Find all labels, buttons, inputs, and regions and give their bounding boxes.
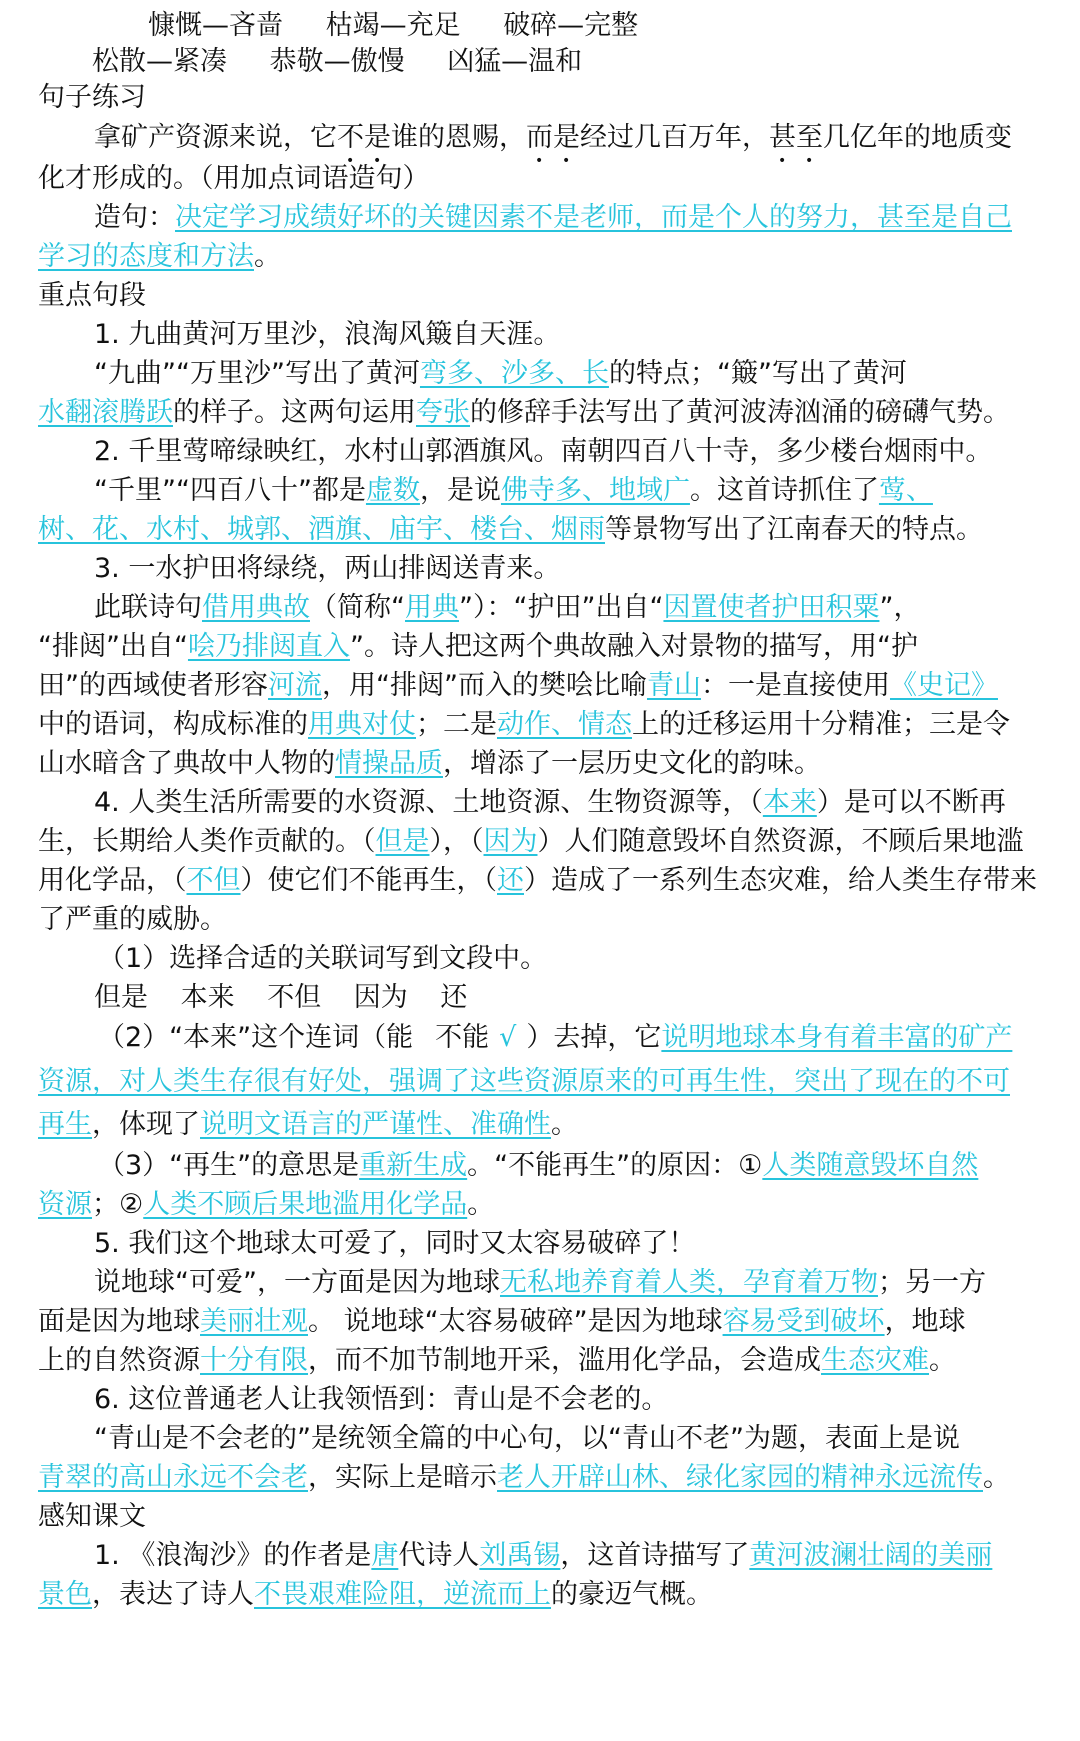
passage-line [38,861,1050,900]
text: 的修辞手法写出了黄河波涛汹涌的磅礴气势。 [470,397,1010,428]
text: ，增添了一层历史文化的韵味。 [443,748,821,779]
text: 说地球“可爱”，一方面是因为地球 [94,1267,500,1298]
answer: 决定学习成绩好坏的关键因素不是老师，而是个人的努力，甚至是自己 [175,202,1012,233]
answer: 说明地球本身有着丰富的矿产 [661,1022,1013,1053]
text: ；② [92,1189,144,1220]
passage-line [38,627,1050,666]
passage-line: “青山是不会老的”是统领全篇的中心句，以“青山不老”为题，表面上是说 [94,1423,960,1454]
passage-line [38,783,1050,822]
option: 本来 [180,982,235,1013]
text: 山水暗含了典故中人物的 [38,748,335,779]
answer: 因为 [483,826,538,857]
question-line [38,117,1050,159]
text: ，体现了 [92,1109,200,1140]
dotted-word: 而是 [526,122,580,153]
answer: 青翠的高山永远不会老 [38,1462,308,1493]
text: 此联诗句 [94,592,202,623]
dotted-word: 不是 [337,122,391,153]
answer: 不但 [186,865,241,896]
answer-line [38,1104,1050,1146]
passage-line: 6. 这位普通老人让我领悟到：青山是不会老的。 [94,1384,669,1415]
text: ，实际上是暗示 [308,1462,497,1493]
text: “九曲”“万里沙”写出了黄河 [94,358,420,389]
answer-line [38,1185,1050,1224]
question-line [38,1017,1050,1059]
passage-line [38,705,1050,744]
passage-line: 5. 我们这个地球太可爱了，同时又太容易破碎了！ [94,1228,696,1259]
text: 几亿年的地质变 [823,122,1012,153]
answer: 资源 [38,1189,92,1220]
answer: 学习的态度和方法 [38,241,254,272]
text: 上的自然资源 [38,1345,200,1376]
passage-line [38,1575,1050,1614]
antonym-row [92,6,638,45]
answer-line [38,1059,1050,1104]
text: ，用“排闼”而入的樊哙比喻 [322,670,647,701]
answer: 《史记》 [889,670,998,701]
section-heading: 句子练习 [38,82,146,113]
text: ）使它们不能再生，（ [240,865,497,896]
text: 代诗人 [398,1540,480,1571]
option: 但是 [94,982,148,1013]
passage-line [38,471,1050,510]
text: 不能 [435,1022,490,1053]
passage-line [38,1302,1050,1341]
text: ），（ [429,826,484,857]
text: 。 [983,1462,1010,1493]
text: “千里”“四百八十”都是 [94,475,366,506]
answer: 还 [497,865,524,896]
antonym-pair: 慷慨—吝啬 [148,10,283,41]
answer: 不畏艰难险阻，逆流而上 [254,1579,551,1610]
passage-line: 3. 一水护田将绿绕，两山排闼送青来。 [94,553,561,584]
answer: 再生 [38,1109,92,1140]
passage-line [38,744,1050,783]
antonym-row [92,42,582,81]
text: 1. 《浪淘沙》的作者是 [94,1540,372,1571]
answer: 夸张 [416,397,470,428]
antonym-pair: 枯竭—充足 [325,10,461,41]
answer: 黄河波澜壮阔的美丽 [749,1540,993,1571]
answer: 树、花、水村、城郭、酒旗、庙宇、楼台、烟雨 [38,514,605,545]
text: 用化学品，（ [38,865,187,896]
answer: 重新生成 [359,1150,468,1181]
text: 田”的西域使者形容 [38,670,268,701]
text: 。“不能再生”的原因：① [467,1150,763,1181]
text: 。 [929,1345,956,1376]
text: 。 [467,1189,495,1220]
text: “排闼”出自“ [38,631,188,662]
answer: 用典对仗 [308,709,416,740]
answer: 容易受到破坏 [722,1306,885,1337]
text: 等景物写出了江南春天的特点。 [605,514,983,545]
answer: 说明文语言的严谨性、准确性 [200,1109,551,1140]
text: 的豪迈气概。 [551,1579,713,1610]
passage-line [38,588,1050,627]
antonym-pair: 凶猛—温和 [447,46,583,77]
answer: 美丽壮观 [200,1306,308,1337]
antonym-pair: 松散—紧凑 [92,46,227,77]
text: ，是说 [419,475,501,506]
text: 中的语词，构成标准的 [38,709,308,740]
text: ）去掉，它 [526,1022,662,1053]
body-text [38,78,1050,1614]
text: ；另一方 [877,1267,986,1298]
passage-line [38,1536,1050,1575]
answer: 但是 [375,826,430,857]
text: （2）“本来”这个连词（能 [98,1022,414,1053]
answer: 情操品质 [335,748,443,779]
question-line: （1）选择合适的关联词写到文段中。 [98,943,548,974]
text: ，这首诗描写了 [560,1540,750,1571]
answer: 景色 [38,1579,92,1610]
label: 造句： [94,202,175,233]
text: ”。诗人把这两个典故融入对景物的描写，用“护 [349,631,918,662]
passage-line: 1. 九曲黄河万里沙，浪淘风簸自天涯。 [94,319,561,350]
answer: 因置使者护田积粟 [663,592,880,623]
text: 。 [254,241,281,272]
answer: 佛寺多、地域广 [500,475,690,506]
answer: 本来 [762,787,817,818]
passage-line [38,666,1050,705]
text: ）是可以不断再 [816,787,1006,818]
answer: 弯多、沙多、长 [419,358,609,389]
answer: 人类不顾后果地滥用化学品 [143,1189,468,1220]
answer: 老人开辟山林、绿化家园的精神永远流传 [497,1462,983,1493]
text: ”）：“护田”出自“ [459,592,664,623]
answer: 河流 [268,670,322,701]
text: ”， [879,592,921,623]
text: ）造成了一系列生态灾难，给人类生存带来 [524,865,1037,896]
text: 。 说地球“太容易破碎”是因为地球 [308,1306,723,1337]
answer: 水翻滚腾跃 [38,397,173,428]
answer: 生态灾难 [821,1345,929,1376]
answer: 人类随意毁坏自然 [762,1150,979,1181]
option: 因为 [353,982,408,1013]
text: 面是因为地球 [38,1306,200,1337]
text: ，而不加节制地开采，滥用化学品，会造成 [308,1345,821,1376]
answer-line [38,237,1050,276]
passage-line [38,1341,1050,1380]
question-line [38,1146,1050,1185]
text: 谁的恩赐， [391,122,526,153]
answer: 唐 [371,1540,399,1571]
text: （3）“再生”的意思是 [98,1150,360,1181]
answer: 十分有限 [200,1345,308,1376]
answer: 虚数 [365,475,420,506]
text: ）人们随意毁坏自然资源，不顾后果地滥 [537,826,1024,857]
text: ，表达了诗人 [92,1579,254,1610]
question-line: 化才形成的。（用加点词语造句） [38,163,430,194]
passage-line [38,1263,1050,1302]
answer: 借用典故 [202,592,310,623]
passage-line: 2. 千里莺啼绿映红，水村山郭酒旗风。南朝四百八十寺，多少楼台烟雨中。 [94,436,993,467]
text: 的样子。这两句运用 [173,397,416,428]
answer: 无私地养育着人类，孕育着万物 [499,1267,878,1298]
answer: 资源，对人类生存很有好处，强调了这些资源原来的可再生性，突出了现在的不可 [38,1066,1010,1097]
option: 不但 [267,982,322,1013]
option: 还 [440,982,468,1013]
passage-line [38,510,1050,549]
passage-line [38,822,1050,861]
passage-line [38,1458,1050,1497]
answer: 用典 [405,592,459,623]
answer-line [38,198,1050,237]
text: 生，长期给人类作贡献的。（ [38,826,376,857]
answer: 莺、 [878,475,933,506]
passage-line [38,354,1050,393]
check-mark: √ [499,1022,517,1053]
antonym-pair: 破碎—完整 [503,10,639,41]
text: ；二是 [416,709,497,740]
text: （简称“ [310,592,405,623]
passage-line [38,393,1050,432]
text: 经过几百万年， [580,122,769,153]
text: 。 [551,1109,578,1140]
answer: 哙乃排闼直入 [187,631,350,662]
text: 4. 人类生活所需要的水资源、土地资源、生物资源等，（ [94,787,763,818]
options-line [38,978,1050,1017]
dotted-word: 甚至 [769,122,823,153]
antonym-pair: 恭敬—傲慢 [269,46,405,77]
text: 拿矿产资源来说，它 [94,122,337,153]
section-heading: 感知课文 [38,1501,146,1532]
passage-line: 了严重的威胁。 [38,904,227,935]
text: 上的迁移运用十分精准；三是令 [632,709,1010,740]
text: 的特点；“簸”写出了黄河 [608,358,907,389]
text: ，地球 [884,1306,966,1337]
answer: 动作、情态 [497,709,632,740]
text: ：一是直接使用 [700,670,890,701]
section-heading: 重点句段 [38,280,146,311]
answer: 青山 [646,670,701,701]
answer: 刘禹锡 [479,1540,561,1571]
text: 。这首诗抓住了 [689,475,879,506]
